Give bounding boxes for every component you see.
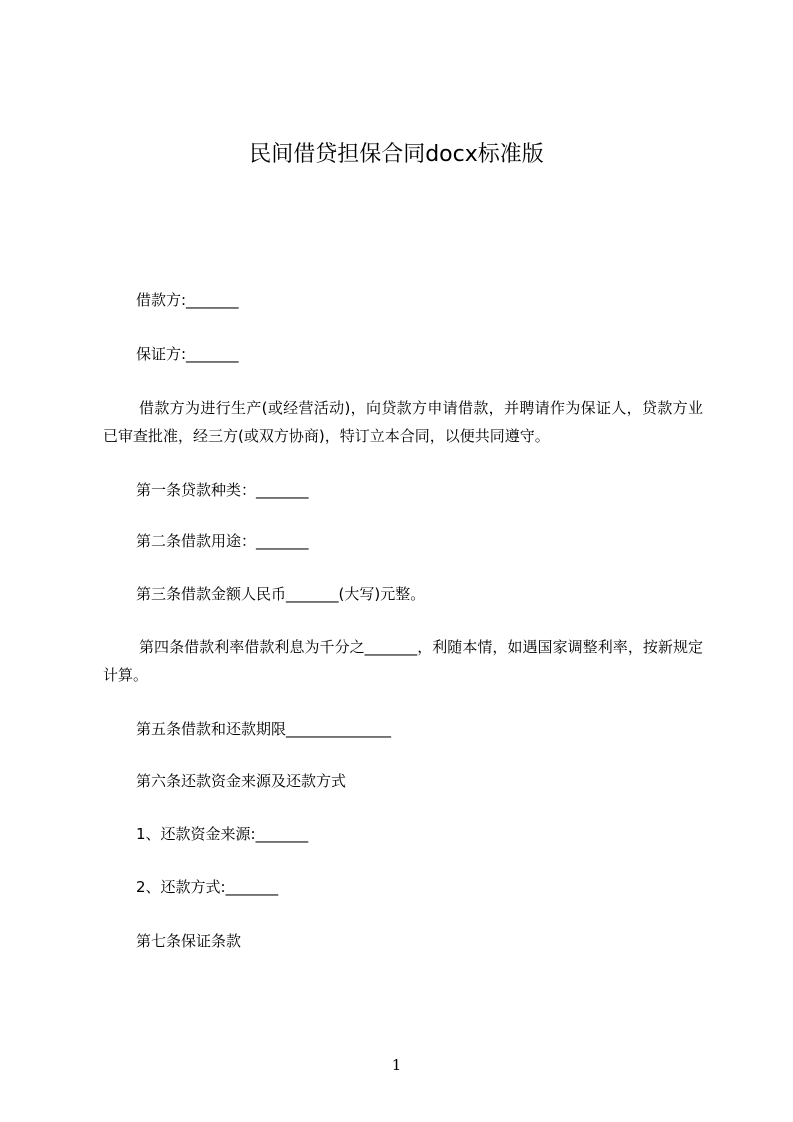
paragraph-article-1: 第一条贷款种类：_______ — [136, 481, 309, 499]
paragraph-guarantor: 保证方:_______ — [136, 345, 239, 363]
document-title: 民间借贷担保合同docx标准版 — [249, 142, 544, 167]
paragraph-repayment-source: 1、还款资金来源:_______ — [136, 825, 309, 843]
paragraph-article-4: 第四条借款利率借款利息为千分之_______，利随本情，如遇国家调整利率，按新规定计算。 — [103, 638, 703, 684]
paragraph-article-3: 第三条借款金额人民币_______(大写)元整。 — [136, 585, 426, 603]
paragraph-preamble: 借款方为进行生产(或经营活动)，向贷款方申请借款，并聘请作为保证人，贷款方业已审查批准，经三方(或双方协商)，特订立本合同，以便共同遵守。 — [103, 399, 703, 445]
paragraph-article-6: 第六条还款资金来源及还款方式 — [136, 772, 347, 790]
paragraph-repayment-method: 2、还款方式:_______ — [136, 878, 279, 896]
paragraph-borrower: 借款方:_______ — [136, 291, 239, 309]
paragraph-article-5: 第五条借款和还款期限______________ — [136, 720, 392, 738]
page-number: 1 — [391, 1056, 402, 1074]
paragraph-article-2: 第二条借款用途：_______ — [136, 532, 309, 550]
paragraph-article-7: 第七条保证条款 — [136, 932, 242, 950]
